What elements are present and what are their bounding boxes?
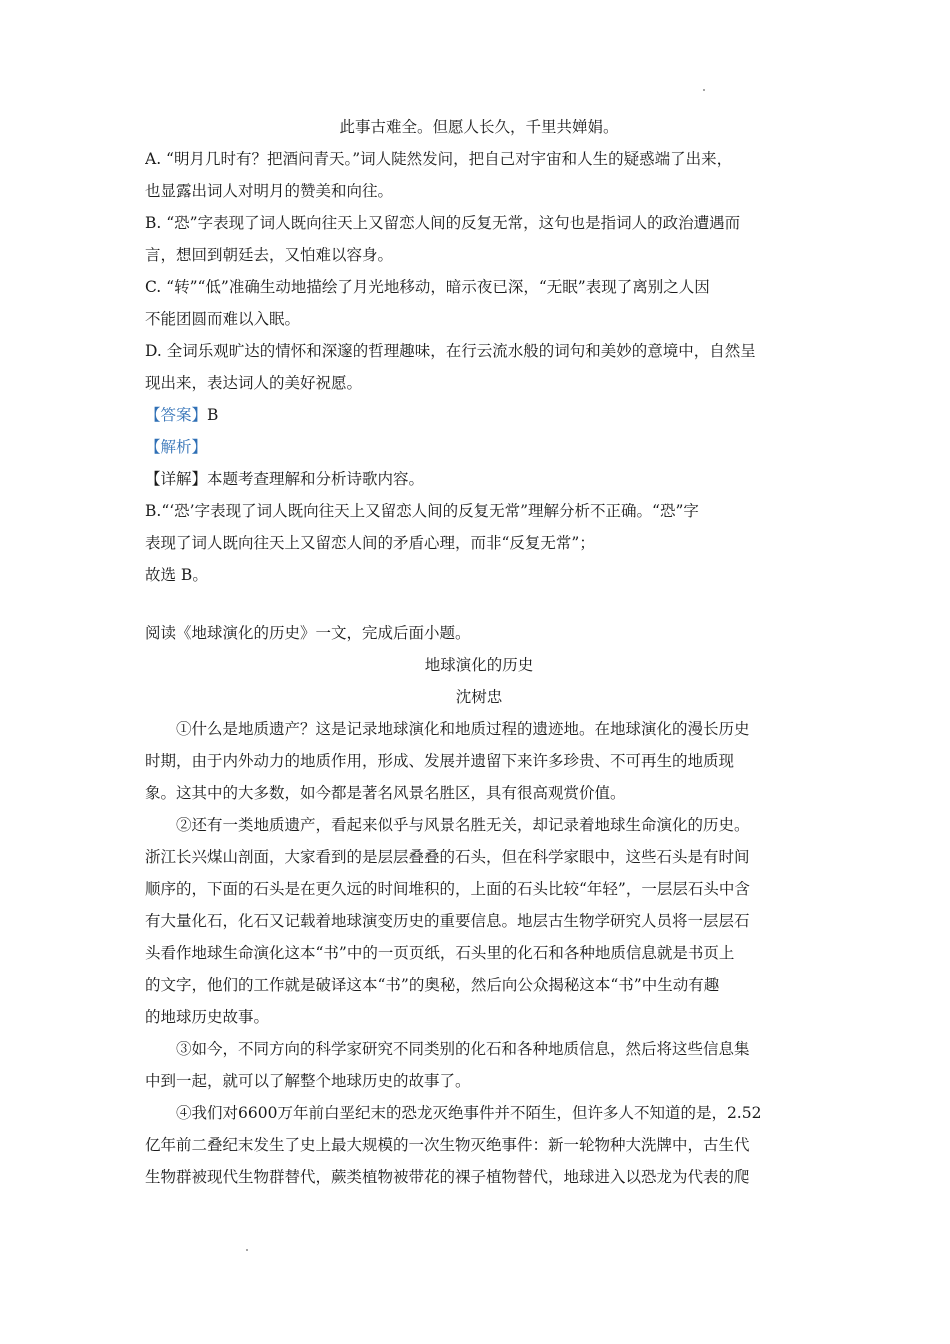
paragraph-line: 生物群被现代生物群替代，蕨类植物被带花的裸子植物替代，地球进入以恐龙为代表的爬	[145, 1168, 750, 1186]
paragraph-1	[145, 713, 813, 809]
poem-line: 此事古难全。但愿人长久，千里共婵娟。	[339, 118, 619, 136]
option-line: C. “转”“低”准确生动地描绘了月光地移动，暗示夜已深，“无眠”表现了离别之人因	[145, 278, 710, 296]
detail-explanation-line: B.“‘恐’字表现了词人既向往天上又留恋人间的反复无常”理解分析不正确。“恐”字	[145, 502, 699, 520]
option-line: D. 全词乐观旷达的情怀和深邃的哲理趣味，在行云流水般的词句和美妙的意境中，自然呈	[145, 342, 756, 360]
article-author: 沈树忠	[455, 688, 503, 706]
analysis-tag: 【解析】	[145, 438, 208, 456]
paragraph-line: 浙江长兴煤山剖面，大家看到的是层层叠叠的石头，但在科学家眼中，这些石头是有时间	[145, 848, 750, 866]
scan-speck	[703, 89, 705, 91]
option-line: 也显露出词人对明月的赞美和向往。	[145, 182, 394, 200]
paragraph-line: 头看作地球生命演化这本“书”中的一页页纸，石头里的化石和各种地质信息就是书页上	[145, 944, 735, 962]
option-a	[145, 143, 813, 207]
answer-tag: 【答案】	[145, 406, 208, 424]
paragraph-line: ④我们对6600万年前白垩纪末的恐龙灭绝事件并不陌生，但许多人不知道的是，2.52	[176, 1104, 762, 1122]
paragraph-4	[145, 1097, 813, 1193]
detail-line	[145, 463, 813, 495]
paragraph-line: 中到一起，就可以了解整个地球历史的故事了。	[145, 1072, 471, 1090]
paragraph-3	[145, 1033, 813, 1097]
option-b	[145, 207, 813, 271]
article-title: 地球演化的历史	[424, 656, 534, 674]
paragraph-2	[145, 809, 813, 1033]
paragraph-line: 的地球历史故事。	[145, 1008, 270, 1026]
paragraph-line: 顺序的，下面的石头是在更久远的时间堆积的，上面的石头比较“年轻”，一层层石头中含	[145, 880, 750, 898]
detail-explanation-line: 表现了词人既向往天上又留恋人间的矛盾心理，而非“反复无常”；	[145, 534, 595, 552]
option-line: B. “恐”字表现了词人既向往天上又留恋人间的反复无常，这句也是指词人的政治遭遇而	[145, 214, 741, 232]
option-line: 现出来，表达词人的美好祝愿。	[145, 374, 363, 392]
option-c	[145, 271, 813, 335]
paragraph-line: 亿年前二叠纪末发生了史上最大规模的一次生物灭绝事件：新一轮物种大洗牌中，古生代	[145, 1136, 750, 1154]
page-content	[145, 111, 813, 1193]
option-line: A. “明月几时有？把酒问青天。”词人陡然发问，把自己对宇宙和人生的疑惑端了出来，	[145, 150, 733, 168]
paragraph-line: 象。这其中的大多数，如今都是著名风景名胜区，具有很高观赏价值。	[145, 784, 626, 802]
option-line: 不能团圆而难以入眠。	[145, 310, 301, 328]
paragraph-line: 时期，由于内外动力的地质作用，形成、发展并遗留下来许多珍贵、不可再生的地质现	[145, 752, 735, 770]
reading-instruction: 阅读《地球演化的历史》一文，完成后面小题。	[145, 624, 471, 642]
detail-tag: 【详解】	[145, 470, 208, 488]
answer-value: B	[207, 406, 219, 424]
answer-line	[145, 399, 813, 431]
scan-speck	[246, 1249, 248, 1251]
option-d	[145, 335, 813, 399]
detail-text: 本题考查理解和分析诗歌内容。	[207, 470, 425, 488]
analysis-line	[145, 431, 813, 463]
section-gap	[145, 591, 813, 617]
paragraph-line: ①什么是地质遗产？这是记录地球演化和地质过程的遗迹地。在地球演化的漫长历史	[176, 720, 750, 738]
paragraph-line: 有大量化石，化石又记载着地球演变历史的重要信息。地层古生物学研究人员将一层层石	[145, 912, 750, 930]
paragraph-line: ②还有一类地质遗产，看起来似乎与风景名胜无关，却记录着地球生命演化的历史。	[176, 816, 750, 834]
paragraph-line: 的文字，他们的工作就是破译这本“书”的奥秘，然后向公众揭秘这本“书”中生动有趣	[145, 976, 720, 994]
detail-conclusion: 故选 B。	[145, 566, 208, 584]
option-line: 言，想回到朝廷去，又怕难以容身。	[145, 246, 394, 264]
paragraph-line: ③如今，不同方向的科学家研究不同类别的化石和各种地质信息，然后将这些信息集	[176, 1040, 750, 1058]
